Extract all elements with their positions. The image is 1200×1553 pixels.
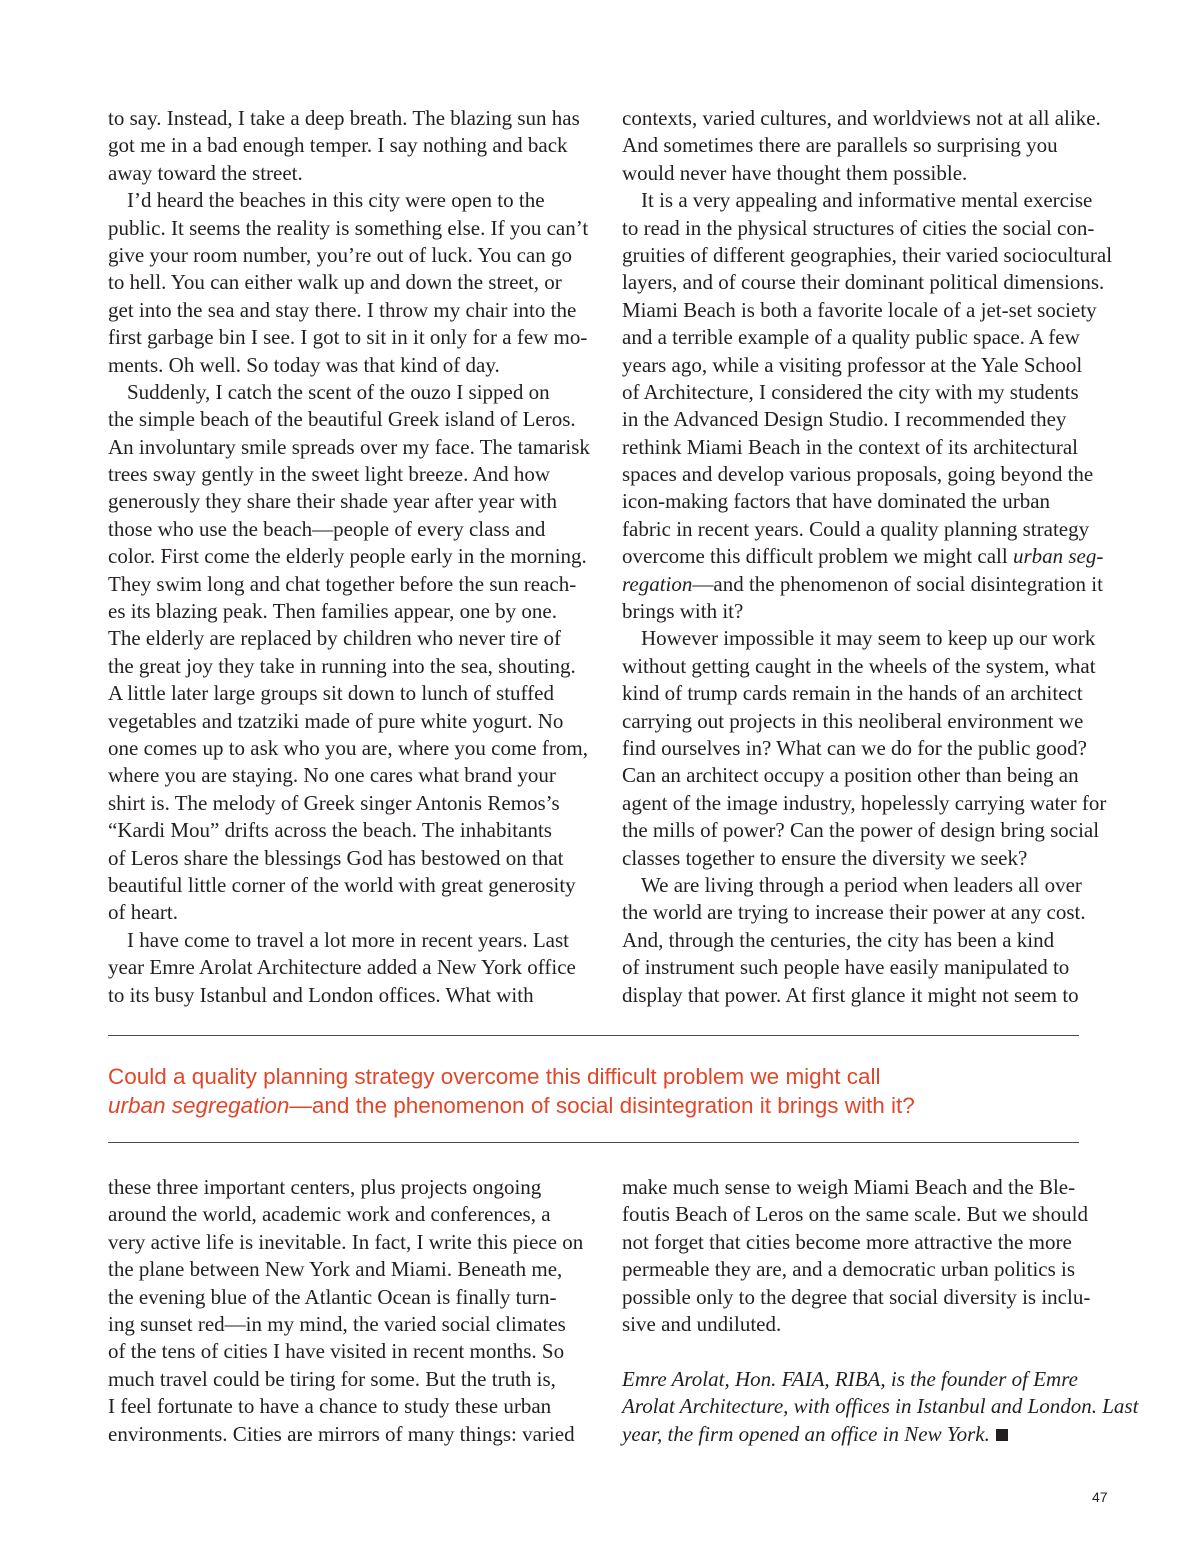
text-line: the evening blue of the Atlantic Ocean is finally turn- (108, 1284, 557, 1309)
pull-quote-line (108, 1091, 1108, 1120)
text-line: year Emre Arolat Architecture added a New York office (108, 955, 576, 980)
author-bio-line: Emre Arolat, Hon. FAIA, RIBA, is the founder of Emre (622, 1366, 1078, 1391)
text-line (622, 543, 1112, 570)
divider-rule (108, 1142, 1079, 1143)
text-line: And, through the centuries, the city has been a kind (622, 927, 1055, 952)
text-line: gruities of different geographies, their varied sociocultural (622, 242, 1113, 267)
text-line: fabric in recent years. Could a quality planning strategy (622, 516, 1090, 541)
text-line: Suddenly, I catch the scent of the ouzo I sipped on (127, 379, 550, 404)
text-line: I feel fortunate to have a chance to study these urban (108, 1394, 552, 1419)
text-line: kind of trump cards remain in the hands of an architect (622, 681, 1083, 706)
text-line: public. It seems the reality is something else. If you can’t (108, 215, 589, 240)
text-line: brings with it? (622, 599, 744, 624)
text-line: Can an architect occupy a position other than being an (622, 763, 1079, 788)
text-line: They swim long and chat together before the sun reach- (108, 571, 577, 596)
text-line: years ago, while a visiting professor at the Yale School (622, 352, 1083, 377)
text-line: to read in the physical structures of cities the social con- (622, 215, 1095, 240)
text-line: rethink Miami Beach in the context of its architectural (622, 434, 1079, 459)
text-line: layers, and of course their dominant political dimensions. (622, 270, 1105, 295)
text-line: classes together to ensure the diversity we seek? (622, 845, 1028, 870)
text-line: the world are trying to increase their power at any cost. (622, 900, 1086, 925)
text-line: away toward the street. (108, 160, 303, 185)
text-line: without getting caught in the wheels of the system, what (622, 653, 1096, 678)
text-line: possible only to the degree that social diversity is inclu- (622, 1284, 1091, 1309)
text-line: make much sense to weigh Miami Beach and the Ble- (622, 1175, 1076, 1199)
text-line: those who use the beach—people of every class and (108, 516, 546, 541)
text-line (622, 571, 1112, 598)
text-line: of heart. (108, 900, 178, 925)
text-line: It is a very appealing and informative mental exercise (641, 188, 1093, 213)
text-line: We are living through a period when leaders all over (641, 872, 1082, 897)
pull-quote-line: Could a quality planning strategy overcome this difficult problem we might call (108, 1064, 881, 1089)
text-line: these three important centers, plus projects ongoing (108, 1175, 542, 1199)
author-bio-text: year, the firm opened an office in New York. (622, 1421, 990, 1446)
author-bio-line (622, 1421, 1138, 1448)
text-line: A little later large groups sit down to lunch of stuffed (108, 681, 554, 706)
text-line: However impossible it may seem to keep up our work (641, 626, 1096, 651)
body-column-top-right (622, 105, 1112, 1009)
pull-quote-italic: urban segregation (108, 1093, 290, 1118)
text-line: of instrument such people have easily manipulated to (622, 955, 1070, 980)
text-line: find ourselves in? What can we do for the public good? (622, 735, 1087, 760)
text-line: the mills of power? Can the power of design bring social (622, 818, 1100, 843)
text-line: beautiful little corner of the world with great generosity (108, 872, 576, 897)
divider-rule (108, 1035, 1079, 1036)
text-line: where you are staying. No one cares what brand your (108, 763, 556, 788)
text-line: generously they share their shade year after year with (108, 489, 557, 514)
text-line: the simple beach of the beautiful Greek island of Leros. (108, 407, 576, 432)
text-line: the plane between New York and Miami. Beneath me, (108, 1257, 563, 1282)
text-line: agent of the image industry, hopelessly carrying water for (622, 790, 1107, 815)
end-mark-icon (996, 1429, 1008, 1441)
text-line: ments. Oh well. So today was that kind of day. (108, 352, 500, 377)
blank-line (622, 1338, 1138, 1365)
text-line: Miami Beach is both a favorite locale of a jet-set society (622, 297, 1097, 322)
text-fragment: overcome this difficult problem we might call (622, 544, 1008, 569)
text-line: give your room number, you’re out of luck. You can go (108, 242, 572, 267)
text-line: color. First come the elderly people early in the morning. (108, 544, 587, 569)
text-line: I’d heard the beaches in this city were open to the (127, 188, 545, 213)
text-line: trees sway gently in the sweet light breeze. And how (108, 462, 551, 487)
text-line: to hell. You can either walk up and down the street, or (108, 270, 562, 295)
body-column-bottom-left (108, 1174, 583, 1448)
text-line: display that power. At first glance it might not seem to (622, 982, 1079, 1007)
text-line: to say. Instead, I take a deep breath. The blazing sun has (108, 106, 580, 130)
text-line: shirt is. The melody of Greek singer Antonis Remos’s (108, 790, 560, 815)
text-line: environments. Cities are mirrors of many things: varied (108, 1421, 575, 1446)
text-line: icon-making factors that have dominated the urban (622, 489, 1051, 514)
text-line: one comes up to ask who you are, where you come from, (108, 735, 588, 760)
text-line: contexts, varied cultures, and worldviews not at all alike. (622, 106, 1101, 130)
text-line: very active life is inevitable. In fact, I write this piece on (108, 1229, 584, 1254)
text-line: I have come to travel a lot more in recent years. Last (127, 927, 569, 952)
text-line: the great joy they take in running into the sea, shouting. (108, 653, 576, 678)
text-line: in the Advanced Design Studio. I recommended they (622, 407, 1067, 432)
body-column-top-left (108, 105, 590, 1009)
italic-term: urban seg- (1012, 544, 1104, 569)
text-fragment: —and the phenomenon of social disintegration it (692, 571, 1103, 596)
text-line: much travel could be tiring for some. But the truth is, (108, 1366, 556, 1391)
text-line: of the tens of cities I have visited in recent months. So (108, 1339, 565, 1364)
text-line: first garbage bin I see. I got to sit in it only for a few mo- (108, 325, 588, 350)
text-line: vegetables and tzatziki made of pure white yogurt. No (108, 708, 564, 733)
text-line: to its busy Istanbul and London offices. What with (108, 982, 534, 1007)
body-column-bottom-right (622, 1174, 1138, 1448)
text-line: of Leros share the blessings God has bestowed on that (108, 845, 564, 870)
text-line: of Architecture, I considered the city with my students (622, 379, 1079, 404)
text-line: sive and undiluted. (622, 1311, 782, 1336)
text-line: would never have thought them possible. (622, 160, 968, 185)
text-line: ing sunset red—in my mind, the varied social climates (108, 1311, 566, 1336)
text-line: carrying out projects in this neoliberal environment we (622, 708, 1084, 733)
pull-quote-text: —and the phenomenon of social disintegration it brings with it? (289, 1093, 915, 1118)
italic-term: regation (622, 571, 693, 596)
text-line: An involuntary smile spreads over my face. The tamarisk (108, 434, 590, 459)
text-line: The elderly are replaced by children who never tire of (108, 626, 562, 651)
text-line: and a terrible example of a quality public space. A few (622, 325, 1080, 350)
pull-quote (108, 1062, 1108, 1120)
text-line: permeable they are, and a democratic urban politics is (622, 1257, 1076, 1282)
page-number: 47 (1092, 1489, 1108, 1505)
text-line: es its blazing peak. Then families appear, one by one. (108, 599, 557, 624)
text-line: around the world, academic work and conferences, a (108, 1202, 551, 1227)
text-line: spaces and develop various proposals, going beyond the (622, 462, 1094, 487)
text-line: And sometimes there are parallels so surprising you (622, 133, 1058, 158)
author-bio-line: Arolat Architecture, with offices in Istanbul and London. Last (622, 1394, 1139, 1419)
text-line: foutis Beach of Leros on the same scale. But we should (622, 1202, 1088, 1227)
text-line: get into the sea and stay there. I throw my chair into the (108, 297, 577, 322)
text-line: not forget that cities become more attractive the more (622, 1229, 1072, 1254)
text-line: “Kardi Mou” drifts across the beach. The inhabitants (108, 818, 552, 843)
text-line: got me in a bad enough temper. I say nothing and back (108, 133, 568, 158)
